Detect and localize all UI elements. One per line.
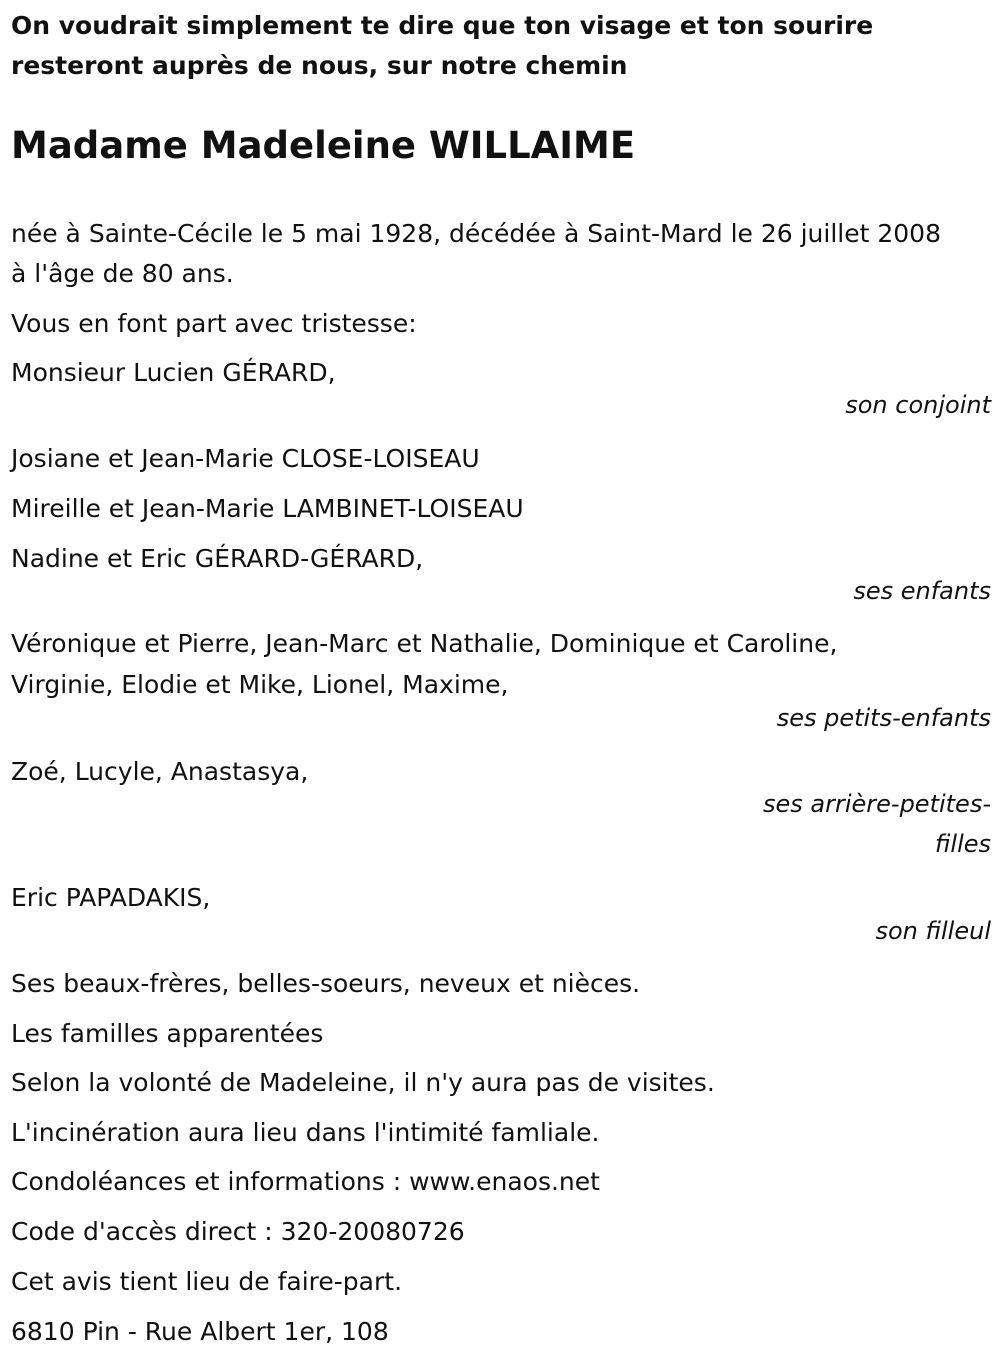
- epigraph-line-1: On voudrait simplement te dire que ton visage et ton sourire: [11, 11, 874, 40]
- spouse-name: Monsieur Lucien GÉRARD,: [11, 358, 336, 387]
- child-line-1: Josiane et Jean-Marie CLOSE-LOISEAU: [11, 444, 480, 473]
- great-grandchildren-role-line-1: ses arrière-petites-: [763, 790, 991, 818]
- epigraph-line-2: resteront auprès de nous, sur notre chemin: [11, 51, 628, 80]
- grandchildren-line-1: Véronique et Pierre, Jean-Marc et Nathalie, Dominique et Caroline,: [11, 629, 838, 658]
- godson-role: son filleul: [875, 917, 991, 945]
- access-code-line: Code d'accès direct : 320-20080726: [11, 1217, 465, 1246]
- deceased-name: Madame Madeleine WILLAIME: [11, 124, 636, 167]
- closing-line-4: L'incinération aura lieu dans l'intimité famliale.: [11, 1118, 600, 1147]
- spouse-role: son conjoint: [845, 391, 991, 419]
- great-grandchildren-role-line-2: filles: [934, 830, 991, 858]
- grandchildren-role: ses petits-enfants: [776, 704, 991, 732]
- notice-statement-line: Cet avis tient lieu de faire-part.: [11, 1267, 403, 1296]
- birth-death-line-2: à l'âge de 80 ans.: [11, 259, 234, 288]
- child-line-3: Nadine et Eric GÉRARD-GÉRARD,: [11, 544, 424, 573]
- closing-line-3: Selon la volonté de Madeleine, il n'y aura pas de visites.: [11, 1068, 715, 1097]
- condolences-info-line: Condoléances et informations : www.enaos.net: [11, 1167, 600, 1196]
- epigraph: [11, 6, 873, 86]
- children-role: ses enfants: [853, 577, 991, 605]
- grandchildren-line-2: Virginie, Elodie et Mike, Lionel, Maxime,: [11, 670, 509, 699]
- child-line-2: Mireille et Jean-Marie LAMBINET-LOISEAU: [11, 494, 524, 523]
- great-grandchildren-names: Zoé, Lucyle, Anastasya,: [11, 757, 309, 786]
- closing-line-2: Les familles apparentées: [11, 1019, 324, 1048]
- birth-death-line-1: née à Sainte-Cécile le 5 mai 1928, décédée à Saint-Mard le 26 juillet 2008: [11, 219, 941, 248]
- closing-line-1: Ses beaux-frères, belles-soeurs, neveux et nièces.: [11, 969, 641, 998]
- address-line: 6810 Pin - Rue Albert 1er, 108: [11, 1317, 389, 1346]
- godson-name: Eric PAPADAKIS,: [11, 883, 211, 912]
- announcement-intro: Vous en font part avec tristesse:: [11, 309, 417, 338]
